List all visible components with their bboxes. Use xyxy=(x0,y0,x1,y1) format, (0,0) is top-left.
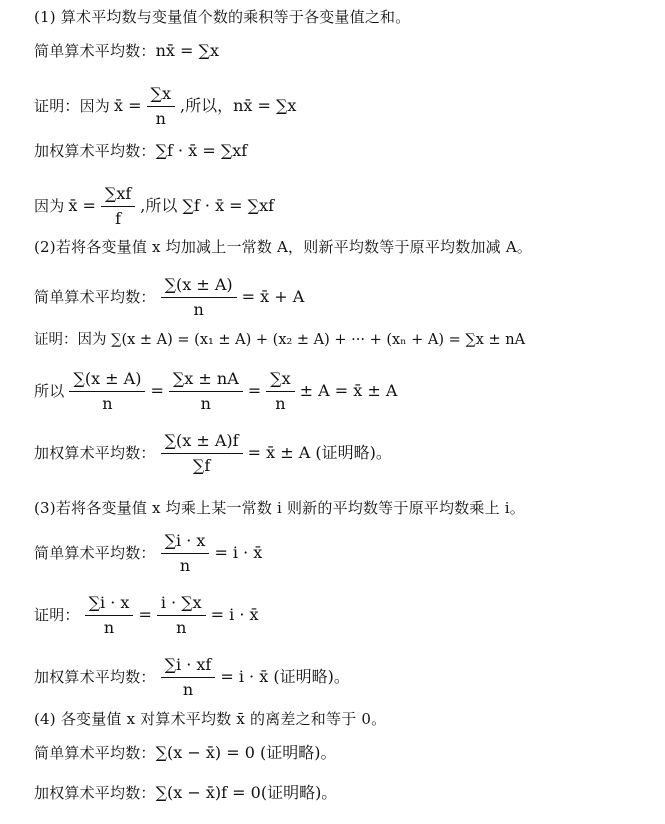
formula-text: ∑f · x̄ = ∑xf xyxy=(155,141,248,160)
proof-line-2 xyxy=(34,185,659,227)
formula-rest: ,所以，nx̄ = ∑x xyxy=(179,96,297,116)
proof-label: 证明： xyxy=(34,605,80,624)
fraction xyxy=(157,594,206,636)
formula-rest: = i · x̄ xyxy=(214,543,263,563)
fraction-denominator: n xyxy=(179,555,191,575)
simple-mean-formula-3 xyxy=(34,532,659,574)
fraction xyxy=(161,432,243,474)
simple-mean-label: 简单算术平均数： xyxy=(34,287,156,306)
formula-text: ∑(x − x̄) = 0 (证明略)。 xyxy=(155,743,337,762)
fraction-numerator: ∑x xyxy=(150,84,171,103)
fraction xyxy=(69,370,145,412)
simple-mean-label: 简单算术平均数： xyxy=(34,41,156,60)
simple-mean-label: 简单算术平均数： xyxy=(34,543,156,562)
fraction-denominator: n xyxy=(102,393,113,413)
fraction-numerator: ∑i · xf xyxy=(164,655,212,674)
fraction-numerator: ∑xf xyxy=(104,184,132,203)
weighted-mean-label: 加权算术平均数： xyxy=(34,443,156,462)
weighted-mean-formula-4 xyxy=(34,785,659,801)
fraction xyxy=(161,276,237,318)
formula-text: nx̄ = ∑x xyxy=(155,41,219,60)
fraction xyxy=(266,370,294,412)
fraction-denominator: f xyxy=(115,208,122,228)
equals-sign: = xyxy=(247,381,262,401)
equals-sign: = xyxy=(138,605,152,625)
fraction-denominator: n xyxy=(176,617,187,637)
equals-sign: = xyxy=(150,381,164,401)
fraction xyxy=(161,656,216,698)
fraction xyxy=(147,85,175,127)
simple-mean-label: 简单算术平均数： xyxy=(34,743,156,762)
fraction-denominator: ∑f xyxy=(192,455,211,475)
fraction-numerator: ∑(x ± A) xyxy=(73,369,142,388)
property-3-heading xyxy=(34,501,659,516)
simple-mean-formula-1 xyxy=(34,43,659,59)
therefore-label: 所以 xyxy=(34,381,65,400)
fraction-numerator: i · ∑x xyxy=(160,593,202,612)
fraction xyxy=(169,370,243,412)
property-1-heading xyxy=(34,10,659,25)
fraction-numerator: ∑(x ± A) xyxy=(164,275,233,294)
because-label: 因为 xyxy=(34,196,65,215)
proof-line-3 xyxy=(34,333,659,348)
property-4-text: (4) 各变量值 x 对算术平均数 x̄ 的离差之和等于 0。 xyxy=(34,710,387,728)
fraction-denominator: n xyxy=(200,393,211,413)
fraction-denominator: n xyxy=(182,679,194,699)
proof-text: 证明：因为 ∑(x ± A) = (x₁ ± A) + (x₂ ± A) + ··· + (xₙ + A) = ∑x ± nA xyxy=(34,332,526,348)
property-3-text: (3)若将各变量值 x 均乘上某一常数 i 则新的平均数等于原平均数乘上 i。 xyxy=(34,499,525,517)
formula-rest: = x̄ + A xyxy=(241,287,305,307)
formula-rest: = x̄ ± A (证明略)。 xyxy=(247,443,392,463)
weighted-mean-formula-3 xyxy=(34,656,659,698)
fraction-numerator: ∑x xyxy=(270,369,291,388)
formula-rest: = i · x̄ (证明略)。 xyxy=(220,667,350,687)
simple-mean-formula-2 xyxy=(34,276,659,318)
proof-line-4 xyxy=(34,594,659,636)
weighted-mean-label: 加权算术平均数： xyxy=(34,141,156,160)
derivation-line xyxy=(34,370,659,412)
property-2-heading xyxy=(34,240,659,255)
formula-rest: ,所以 ∑f · x̄ = ∑xf xyxy=(140,196,275,216)
formula-lhs: x̄ = xyxy=(68,196,96,216)
weighted-mean-formula-1 xyxy=(34,143,659,159)
weighted-mean-label: 加权算术平均数： xyxy=(34,667,156,686)
weighted-mean-formula-2 xyxy=(34,432,659,474)
property-2-text: (2)若将各变量值 x 均加减上一常数 A，则新平均数等于原平均数加减 A。 xyxy=(34,238,533,256)
property-4-heading xyxy=(34,712,659,727)
property-1-text: (1) 算术平均数与变量值个数的乘积等于各变量值之和。 xyxy=(34,8,411,26)
fraction-denominator: n xyxy=(103,617,115,637)
simple-mean-formula-4 xyxy=(34,745,659,761)
fraction-numerator: ∑i · x xyxy=(88,593,130,612)
weighted-mean-label: 加权算术平均数： xyxy=(34,783,156,802)
proof-label: 证明：因为 xyxy=(34,96,111,115)
formula-text: ∑(x − x̄)f = 0(证明略)。 xyxy=(155,783,338,802)
fraction-denominator: n xyxy=(155,108,166,128)
fraction xyxy=(101,185,135,227)
fraction-numerator: ∑x ± nA xyxy=(172,369,239,388)
fraction-numerator: ∑(x ± A)f xyxy=(164,431,239,450)
fraction-numerator: ∑i · x xyxy=(164,531,206,550)
proof-line-1 xyxy=(34,85,659,127)
formula-rest: = i · x̄ xyxy=(210,605,259,625)
fraction-denominator: n xyxy=(275,393,286,413)
fraction xyxy=(85,594,134,636)
fraction-denominator: n xyxy=(193,299,204,319)
formula-lhs: x̄ = xyxy=(114,96,142,116)
formula-rest: ± A = x̄ ± A xyxy=(299,381,398,401)
fraction xyxy=(161,532,210,574)
